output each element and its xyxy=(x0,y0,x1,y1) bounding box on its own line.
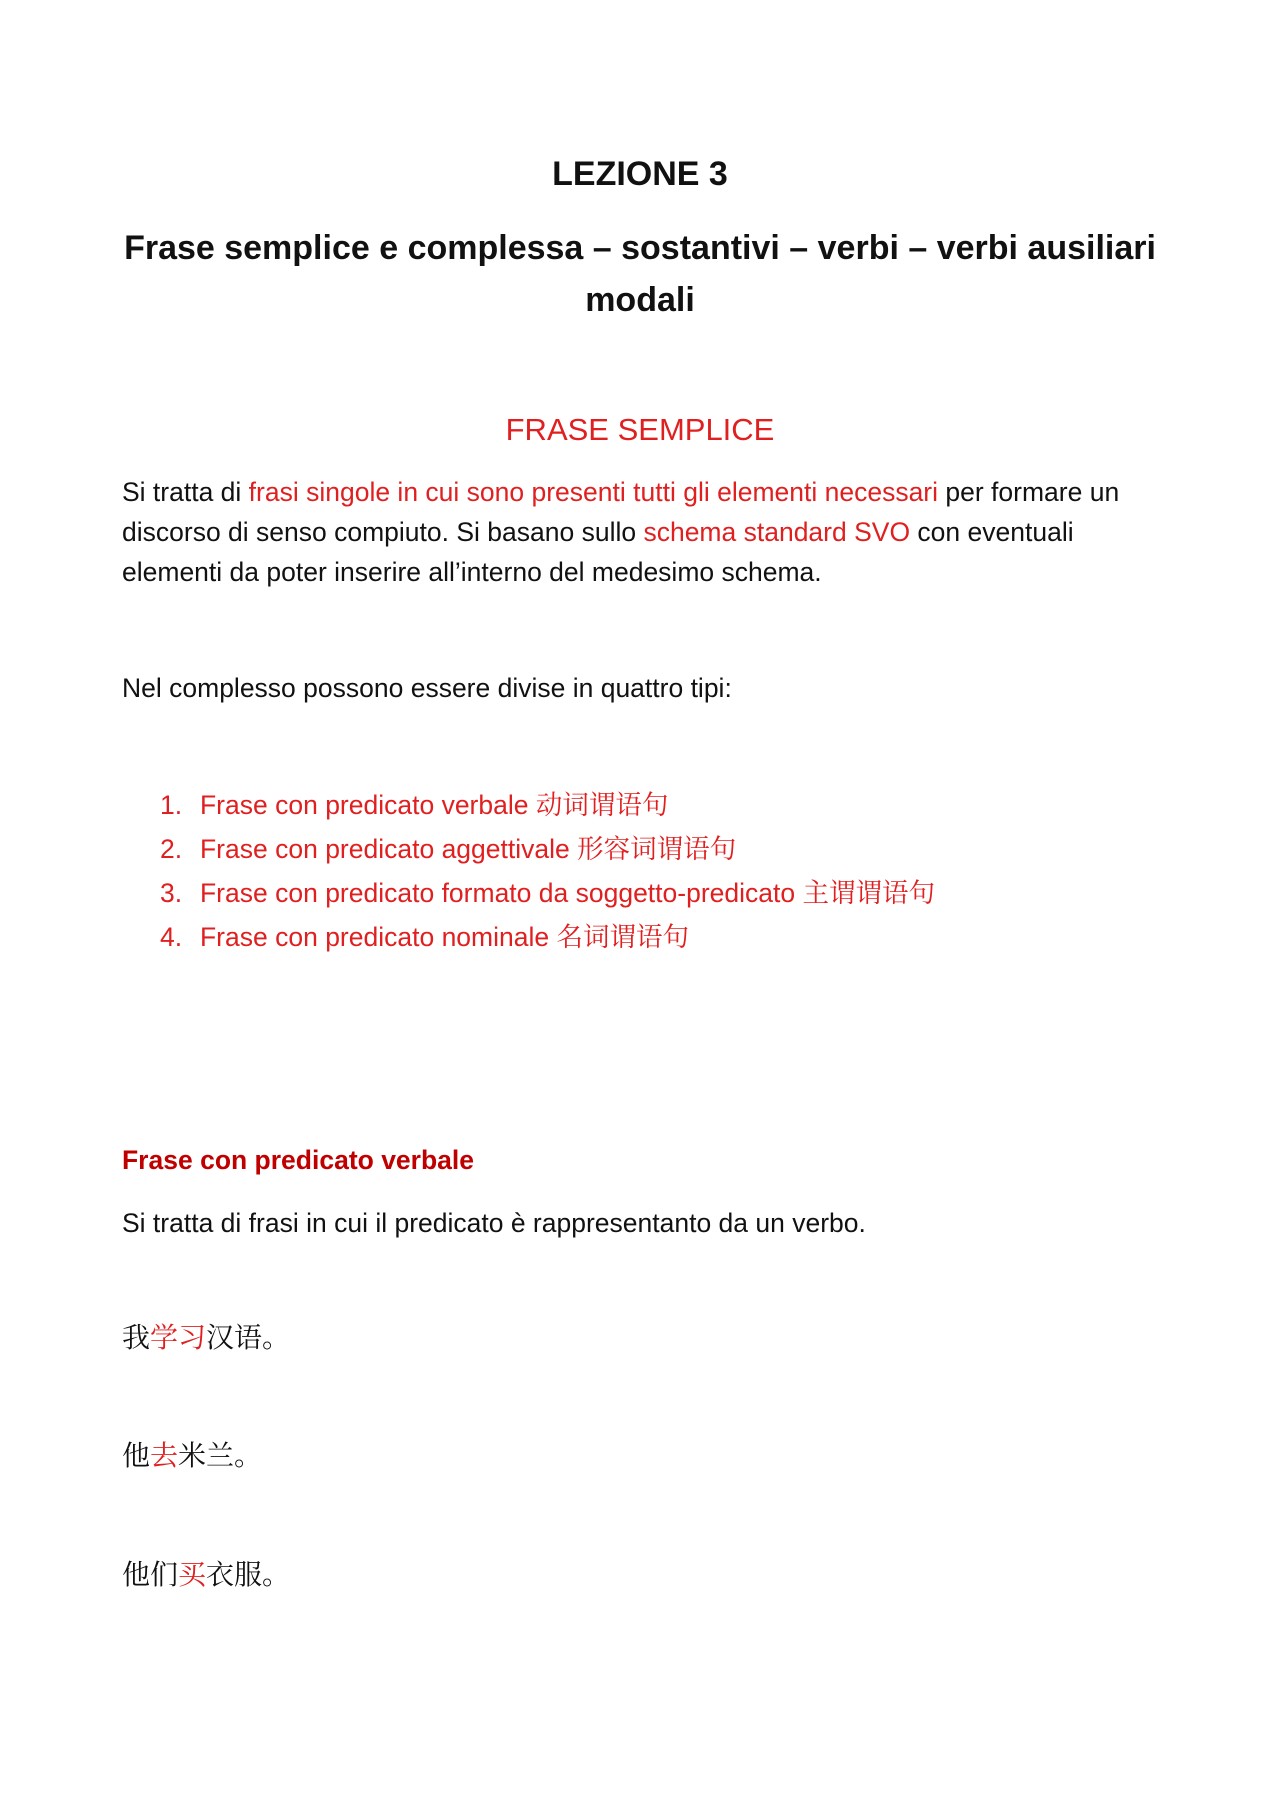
intro-paragraph xyxy=(122,472,1140,592)
example-sentence xyxy=(122,1555,290,1595)
example-object: 米兰。 xyxy=(178,1439,263,1472)
example-subject: 他 xyxy=(122,1439,151,1472)
intro-text-2: per formare un discorso di senso compiuto. Si basano sullo xyxy=(122,477,1120,547)
list-item-number: 4. xyxy=(160,922,183,952)
lesson-title: LEZIONE 3 xyxy=(552,155,728,193)
example-verb: 去 xyxy=(150,1439,179,1472)
example-verb: 学习 xyxy=(150,1321,207,1354)
list-item xyxy=(160,827,935,871)
example-subject: 我 xyxy=(122,1321,151,1354)
example-sentence xyxy=(122,1436,262,1476)
intro-text-1: Si tratta di xyxy=(122,477,249,507)
list-item-number: 1. xyxy=(160,790,183,820)
example-object: 汉语。 xyxy=(206,1321,291,1354)
intro-highlight-2: schema standard SVO xyxy=(643,517,911,547)
list-item xyxy=(160,783,935,827)
example-verb: 买 xyxy=(178,1558,207,1591)
list-item xyxy=(160,915,935,959)
list-item-text: Frase con predicato nominale 名词谓语句 xyxy=(200,922,689,952)
section-heading: FRASE SEMPLICE xyxy=(505,412,775,447)
types-intro: Nel complesso possono essere divise in quattro tipi: xyxy=(122,673,732,703)
verbal-heading: Frase con predicato verbale xyxy=(122,1145,475,1175)
list-item-text: Frase con predicato aggettivale 形容词谓语句 xyxy=(200,834,737,864)
list-item-number: 3. xyxy=(160,878,183,908)
list-item-number: 2. xyxy=(160,834,183,864)
intro-highlight-1: frasi singole in cui sono presenti tutti gli elementi necessari xyxy=(248,477,939,507)
list-item-text: Frase con predicato verbale 动词谓语句 xyxy=(200,790,669,820)
verbal-definition: Si tratta di frasi in cui il predicato è rappresentanto da un verbo. xyxy=(122,1208,866,1238)
intro-text-3: con eventuali elementi da poter inserire all’interno del medesimo schema. xyxy=(122,517,1074,587)
example-object: 衣服。 xyxy=(206,1558,291,1591)
list-item xyxy=(160,871,935,915)
example-subject: 他们 xyxy=(122,1558,179,1591)
types-list xyxy=(160,783,935,959)
list-item-text: Frase con predicato formato da soggetto-predicato 主谓谓语句 xyxy=(200,878,935,908)
example-sentence xyxy=(122,1318,290,1358)
lesson-subtitle: Frase semplice e complessa – sostantivi – verbi – verbi ausiliari modali xyxy=(124,229,1156,319)
